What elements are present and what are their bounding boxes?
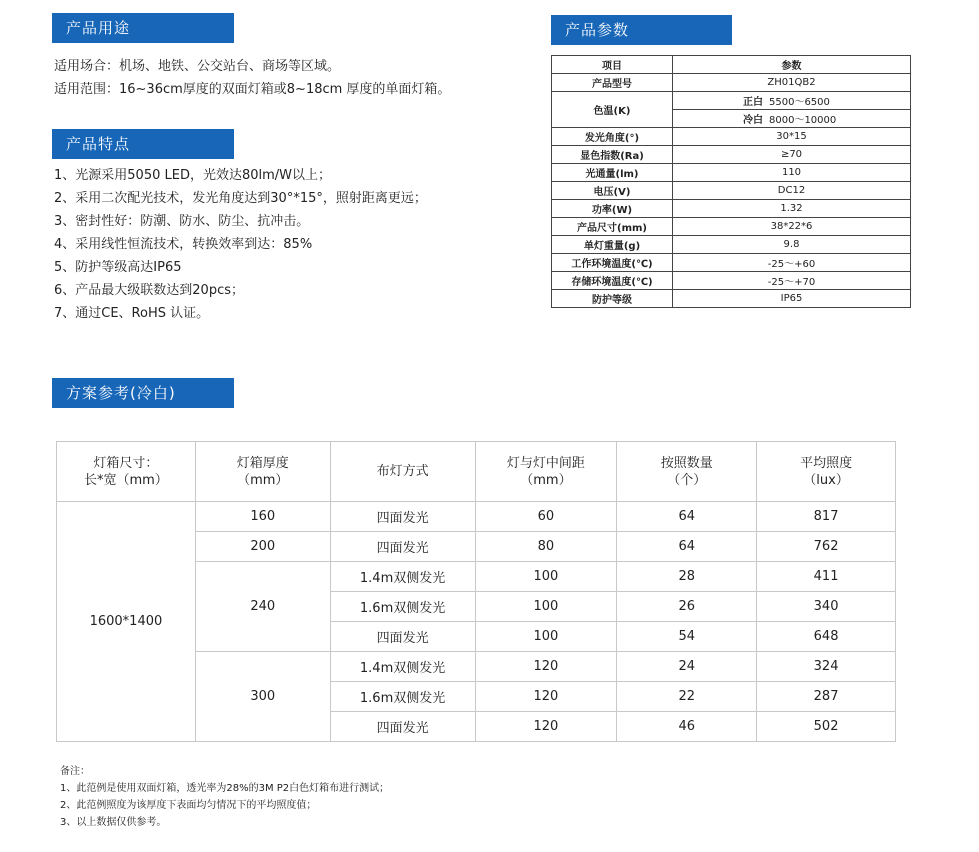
lux-cell: 324 — [757, 652, 896, 682]
header-text: （mm） — [520, 472, 572, 488]
param-value: ≥70 — [673, 146, 911, 164]
param-label: 电压(V) — [552, 182, 673, 200]
feature-item: 5、防护等级高达IP65 — [54, 260, 182, 275]
thickness-cell: 200 — [195, 532, 330, 562]
color-temp-value: 8000～10000 — [769, 115, 837, 126]
lux-cell: 287 — [757, 682, 896, 712]
param-value: IP65 — [673, 290, 911, 308]
params-row — [552, 164, 911, 182]
lux-cell: 340 — [757, 592, 896, 622]
spacing-cell: 100 — [475, 562, 617, 592]
spacing-cell: 80 — [475, 532, 617, 562]
params-header-item: 项目 — [552, 56, 673, 74]
params-row — [552, 290, 911, 308]
feature-item: 1、光源采用5050 LED，光效达80lm/W以上； — [54, 168, 332, 183]
color-temp-name: 冷白 — [743, 115, 763, 126]
param-value: 30*15 — [673, 128, 911, 146]
header-text: 长*宽（mm） — [84, 472, 168, 488]
param-label: 显色指数(Ra) — [552, 146, 673, 164]
scheme-col-header — [475, 442, 617, 502]
param-value: 1.32 — [673, 200, 911, 218]
param-value: DC12 — [673, 182, 911, 200]
params-row — [552, 146, 911, 164]
params-row — [552, 236, 911, 254]
params-table — [551, 55, 911, 308]
param-value: ZH01QB2 — [673, 74, 911, 92]
feature-item: 4、采用线性恒流技术，转换效率到达：85% — [54, 237, 313, 252]
method-cell: 1.4m双侧发光 — [330, 652, 475, 682]
params-row — [552, 254, 911, 272]
note-line: 1、此范例是使用双面灯箱，透光率为28%的3M P2白色灯箱布进行测试； — [60, 783, 390, 794]
spacing-cell: 120 — [475, 682, 617, 712]
lux-cell: 648 — [757, 622, 896, 652]
count-cell: 28 — [617, 562, 757, 592]
notes-title: 备注： — [60, 766, 90, 777]
params-header-row — [552, 56, 911, 74]
params-header-value: 参数 — [673, 56, 911, 74]
method-cell: 四面发光 — [330, 532, 475, 562]
param-label: 单灯重量(g) — [552, 236, 673, 254]
box-size-cell: 1600*1400 — [57, 502, 196, 742]
table-row — [57, 502, 896, 532]
method-cell: 1.6m双侧发光 — [330, 682, 475, 712]
header-text: 按照数量 — [660, 455, 713, 471]
spacing-cell: 100 — [475, 622, 617, 652]
header-text: 灯箱厚度 — [236, 455, 289, 471]
param-value: 110 — [673, 164, 911, 182]
header-text: （个） — [667, 472, 707, 488]
lux-cell: 411 — [757, 562, 896, 592]
param-label: 发光角度(°) — [552, 128, 673, 146]
usage-line: 适用场合：机场、地铁、公交站台、商场等区域。 — [54, 59, 341, 74]
param-label: 存储环境温度(℃) — [552, 272, 673, 290]
note-line: 2、此范例照度为该厚度下表面均匀情况下的平均照度值； — [60, 800, 317, 811]
count-cell: 24 — [617, 652, 757, 682]
scheme-col-header — [757, 442, 896, 502]
params-row — [552, 182, 911, 200]
lux-cell: 817 — [757, 502, 896, 532]
header-text: （mm） — [237, 472, 289, 488]
param-label: 产品型号 — [552, 74, 673, 92]
param-label: 光通量(lm) — [552, 164, 673, 182]
scheme-section-header: 方案参考(冷白) — [52, 378, 234, 408]
param-label: 工作环境温度(℃) — [552, 254, 673, 272]
count-cell: 54 — [617, 622, 757, 652]
header-text: 灯与灯中间距 — [506, 455, 585, 471]
param-label: 功率(W) — [552, 200, 673, 218]
params-row — [552, 272, 911, 290]
params-row — [552, 200, 911, 218]
params-row — [552, 218, 911, 236]
params-row — [552, 74, 911, 92]
count-cell: 46 — [617, 712, 757, 742]
header-text: 平均照度 — [800, 455, 853, 471]
method-cell: 四面发光 — [330, 712, 475, 742]
method-cell: 1.4m双侧发光 — [330, 562, 475, 592]
count-cell: 26 — [617, 592, 757, 622]
scheme-col-header — [195, 442, 330, 502]
thickness-cell: 300 — [195, 652, 330, 742]
notes — [60, 763, 389, 831]
method-cell: 四面发光 — [330, 622, 475, 652]
features-section-header: 产品特点 — [52, 129, 234, 159]
feature-item: 6、产品最大级联数达到20pcs； — [54, 283, 244, 298]
usage-line: 适用范围：16~36cm厚度的双面灯箱或8~18cm 厚度的单面灯箱。 — [54, 82, 451, 97]
lux-cell: 502 — [757, 712, 896, 742]
feature-item: 3、密封性好：防潮、防水、防尘、抗冲击。 — [54, 214, 310, 229]
spacing-cell: 120 — [475, 712, 617, 742]
header-text: 灯箱尺寸： — [93, 455, 159, 471]
scheme-header-row — [57, 442, 896, 502]
thickness-cell: 160 — [195, 502, 330, 532]
param-value: 9.8 — [673, 236, 911, 254]
params-row — [552, 128, 911, 146]
usage-section-header: 产品用途 — [52, 13, 234, 43]
param-label: 防护等级 — [552, 290, 673, 308]
count-cell: 64 — [617, 532, 757, 562]
param-label: 色温(K) — [552, 92, 673, 128]
header-text: （lux） — [803, 472, 849, 488]
spacing-cell: 120 — [475, 652, 617, 682]
color-temp-value: 5500～6500 — [769, 97, 830, 108]
color-temp-subrow — [673, 92, 911, 110]
spacing-cell: 100 — [475, 592, 617, 622]
color-temp-name: 正白 — [743, 97, 763, 108]
param-value: -25～+70 — [673, 272, 911, 290]
feature-item: 7、通过CE、RoHS 认证。 — [54, 306, 210, 321]
param-value: 38*22*6 — [673, 218, 911, 236]
feature-item: 2、采用二次配光技术，发光角度达到30°*15°，照射距离更远； — [54, 191, 427, 206]
scheme-col-header — [617, 442, 757, 502]
color-temp-subrow — [673, 110, 911, 128]
params-section-header: 产品参数 — [551, 15, 732, 45]
note-line: 3、以上数据仅供参考。 — [60, 817, 167, 828]
count-cell: 64 — [617, 502, 757, 532]
usage-text — [54, 55, 450, 101]
header-text: 布灯方式 — [376, 464, 429, 479]
method-cell: 1.6m双侧发光 — [330, 592, 475, 622]
scheme-col-header — [330, 442, 475, 502]
scheme-table — [56, 441, 896, 742]
spacing-cell: 60 — [475, 502, 617, 532]
thickness-cell: 240 — [195, 562, 330, 652]
scheme-col-header — [57, 442, 196, 502]
param-label: 产品尺寸(mm) — [552, 218, 673, 236]
method-cell: 四面发光 — [330, 502, 475, 532]
lux-cell: 762 — [757, 532, 896, 562]
features-list — [54, 164, 427, 325]
param-value: -25～+60 — [673, 254, 911, 272]
params-row — [552, 92, 911, 110]
count-cell: 22 — [617, 682, 757, 712]
